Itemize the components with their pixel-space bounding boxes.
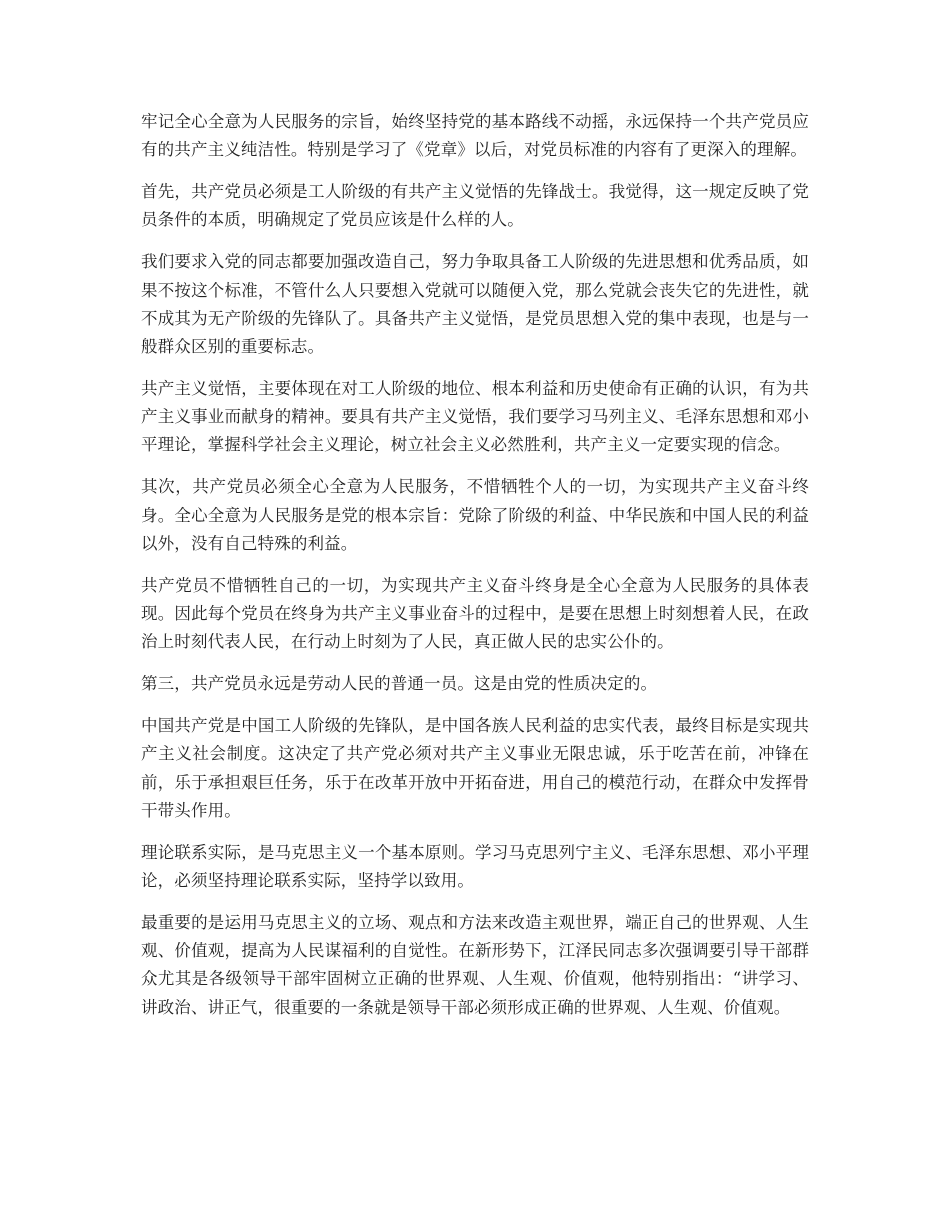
paragraph-2: 首先，共产党员必须是工人阶级的有共产主义觉悟的先锋战士。我觉得，这一规定反映了党员条件的本质，明确规定了党员应该是什么样的人。 [141, 182, 809, 230]
paragraph-7: 第三，共产党员永远是劳动人民的普通一员。这是由党的性质决定的。 [141, 674, 658, 694]
paragraph-4: 共产主义觉悟，主要体现在对工人阶级的地位、根本利益和历史使命有正确的认识，有为共产主义事业而献身的精神。要具有共产主义觉悟，我们要学习马列主义、毛泽东思想和邓小平理论，掌握科学社会主义理论，树立社会主义必然胜利，共产主义一定要实现的信念。 [141, 379, 809, 455]
document-body [141, 108, 809, 1036]
paragraph-5: 其次，共产党员必须全心全意为人民服务，不惜牺牲个人的一切，为实现共产主义奋斗终身。全心全意为人民服务是党的根本宗旨：党除了阶级的利益、中华民族和中国人民的利益以外，没有自己特殊的利益。 [141, 477, 809, 553]
paragraph-9: 理论联系实际，是马克思主义一个基本原则。学习马克思列宁主义、毛泽东思想、邓小平理论，必须坚持理论联系实际，坚持学以致用。 [141, 842, 809, 891]
paragraph-8: 中国共产党是中国工人阶级的先锋队，是中国各族人民利益的忠实代表，最终目标是实现共产主义社会制度。这决定了共产党必须对共产主义事业无限忠诚，乐于吃苦在前，冲锋在前，乐于承担艰巨任务，乐于在改革开放中开拓奋进，用自己的模范行动，在群众中发挥骨干带头作用。 [141, 716, 809, 820]
paragraph-1: 牢记全心全意为人民服务的宗旨，始终坚持党的基本路线不动摇，永远保持一个共产党员应有的共产主义纯洁性。特别是学习了《党章》以后，对党员标准的内容有了更深入的理解。 [141, 112, 809, 160]
paragraph-10: 最重要的是运用马克思主义的立场、观点和方法来改造主观世界，端正自己的世界观、人生观、价值观，提高为人民谋福利的自觉性。在新形势下，江泽民同志多次强调要引导干部群众尤其是各级领导干部牢固树立正确的世界观、人生观、价值观，他特别指出：“讲学习、讲政治、讲正气，很重要的一条就是领导干部必须形成正确的世界观、人生观、价值观。 [141, 913, 809, 1017]
paragraph-6: 共产党员不惜牺牲自己的一切，为实现共产主义奋斗终身是全心全意为人民服务的具体表现。因此每个党员在终身为共产主义事业奋斗的过程中，是要在思想上时刻想着人民，在政治上时刻代表人民，在行动上时刻为了人民，真正做人民的忠实公仆的。 [141, 575, 809, 652]
paragraph-3: 我们要求入党的同志都要加强改造自己，努力争取具备工人阶级的先进思想和优秀品质，如果不按这个标准，不管什么人只要想入党就可以随便入党，那么党就会丧失它的先进性，就不成其为无产阶级的先锋队了。具备共产主义觉悟，是党员思想入党的集中表现，也是与一般群众区别的重要标志。 [141, 252, 809, 357]
